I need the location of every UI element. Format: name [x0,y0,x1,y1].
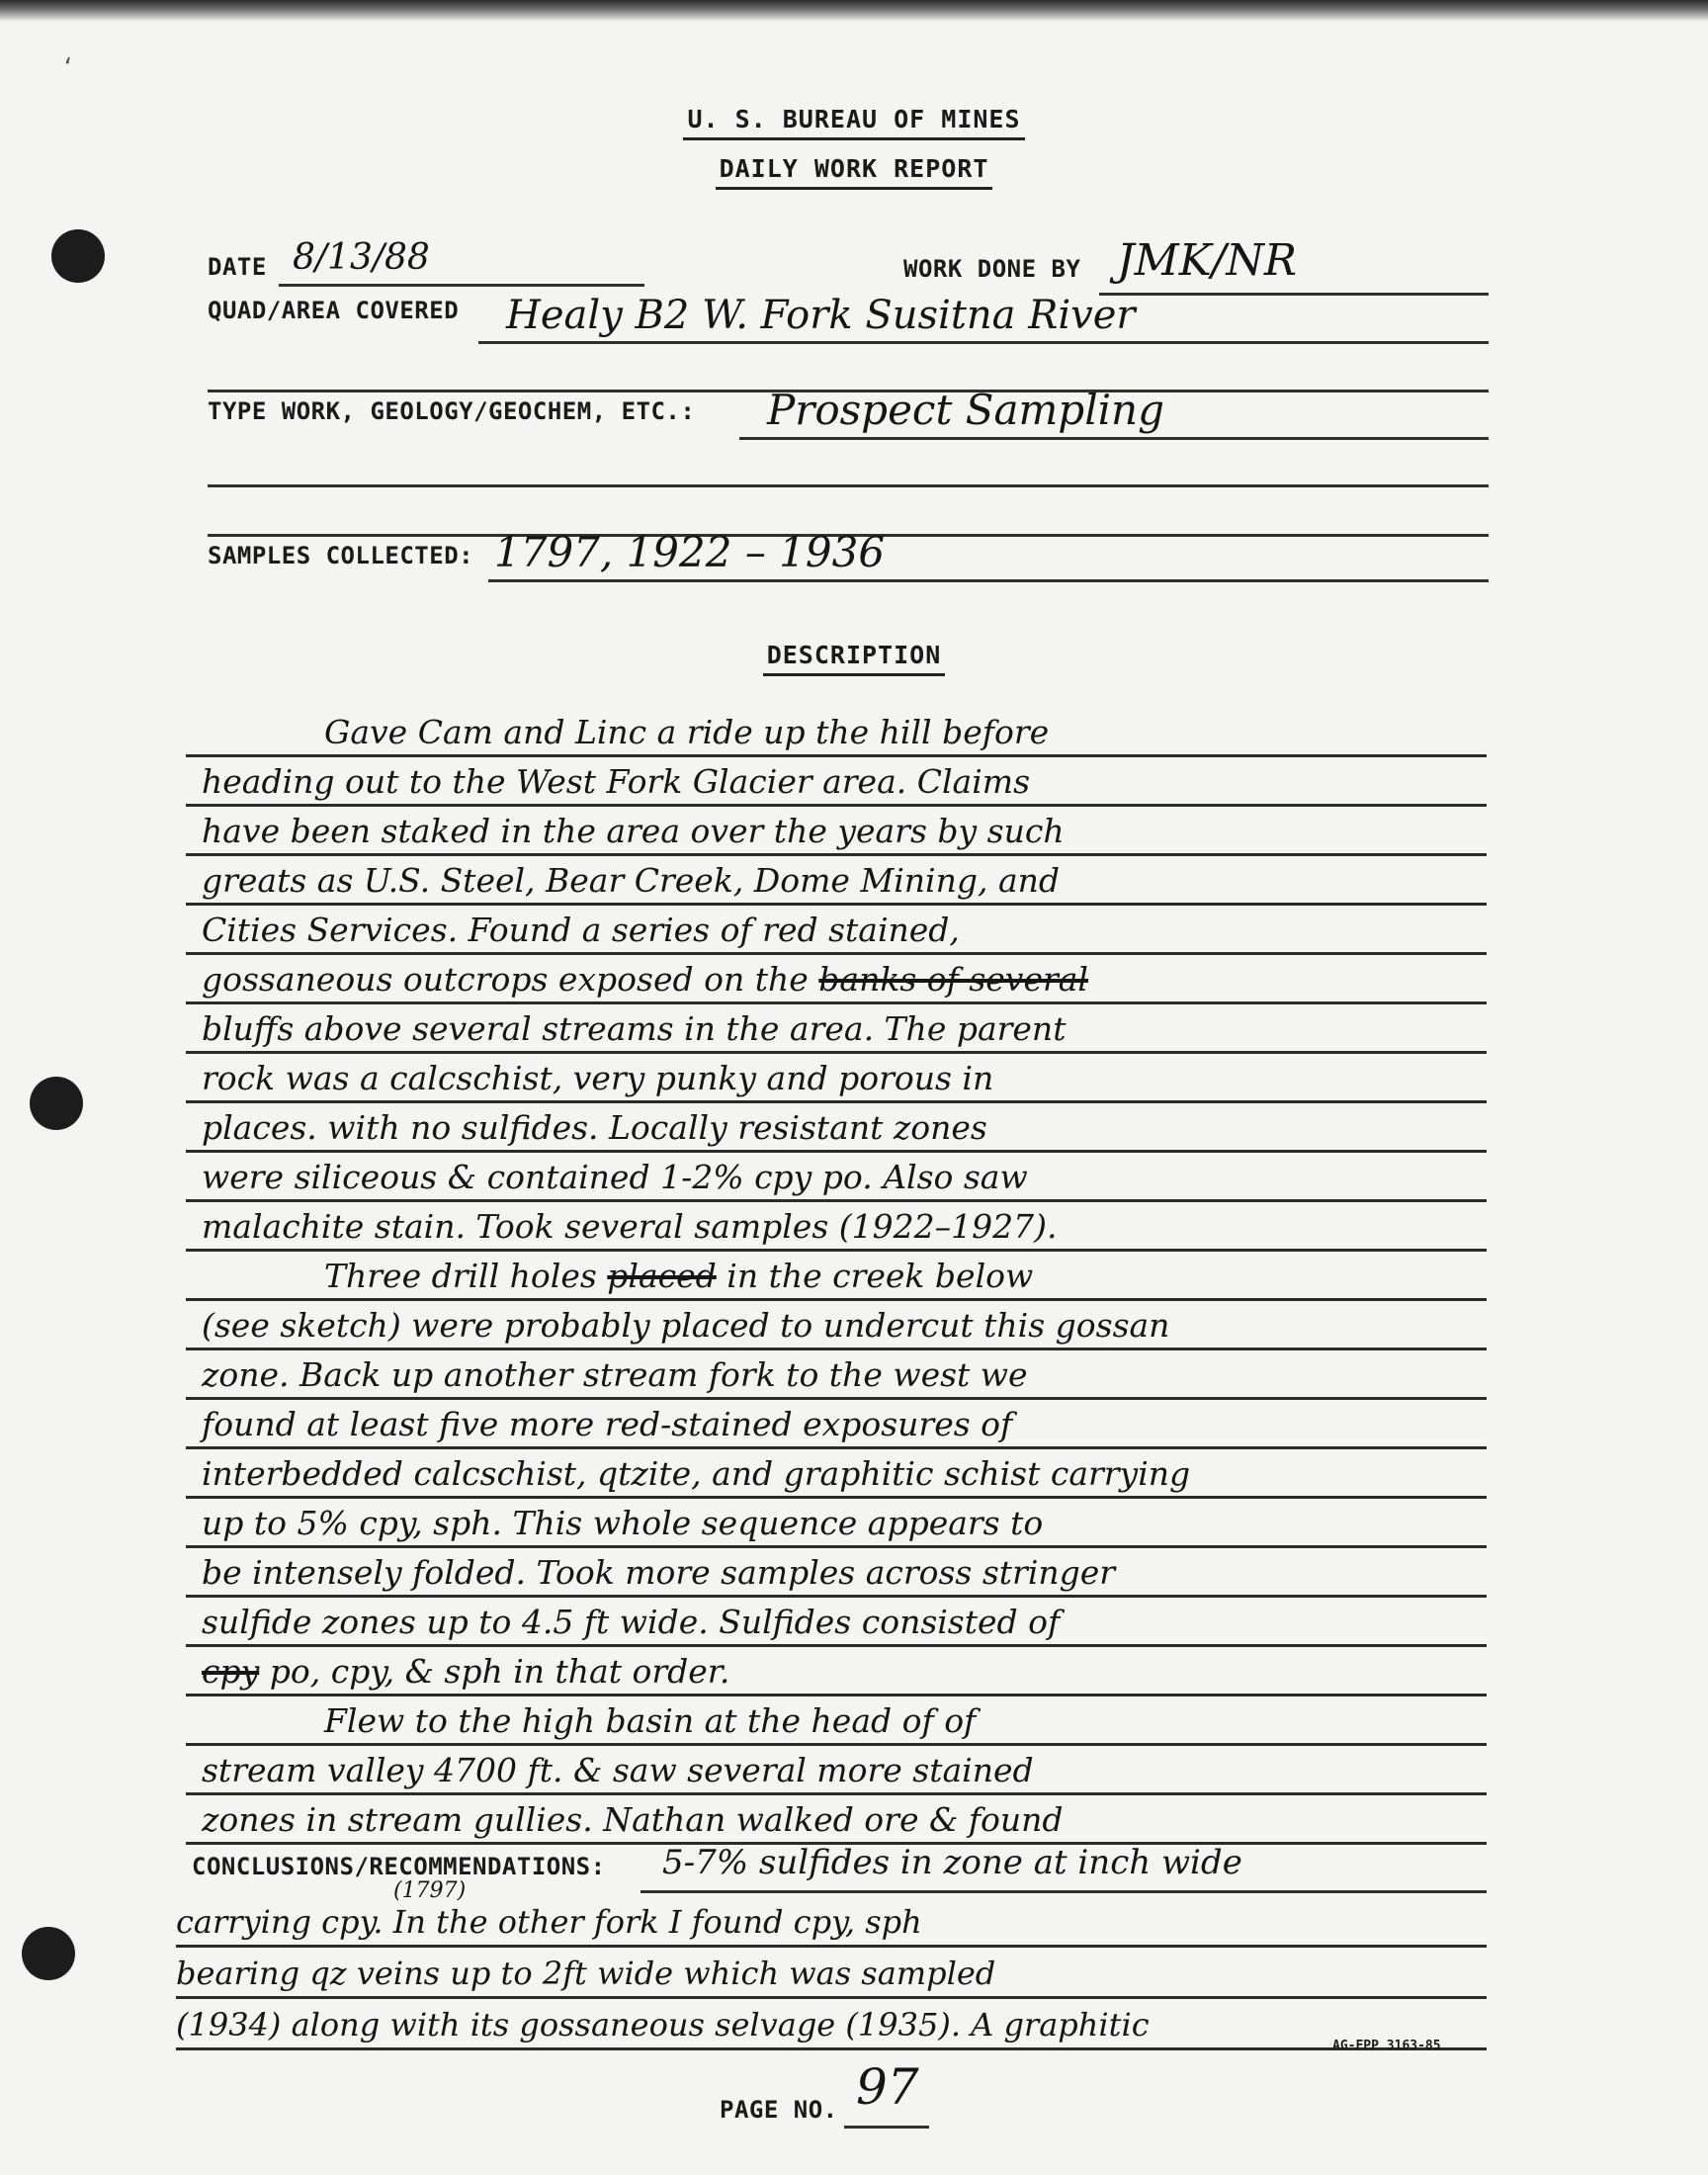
conclusions-line: bearing qz veins up to 2ft wide which was sampled [176,1948,1487,1999]
description-line: up to 5% cpy, sph. This whole sequence appears to [186,1499,1487,1548]
punch-hole-middle [30,1077,83,1130]
work-done-by-rule [1099,293,1489,296]
type-work-rule-2 [208,484,1489,487]
description-line: greats as U.S. Steel, Bear Creek, Dome Mining, and [186,856,1487,906]
samples-value: 1797, 1922 – 1936 [494,528,886,576]
description-heading: DESCRIPTION [0,641,1708,669]
description-line: stream valley 4700 ft. & saw several more stained [186,1746,1487,1795]
description-line: Three drill holes placed in the creek below [186,1252,1487,1301]
description-body [186,708,1487,1845]
conclusions-rule [640,1890,1487,1893]
description-line: gossaneous outcrops exposed on the banks of several [186,955,1487,1004]
description-line: have been staked in the area over the years by such [186,807,1487,856]
agency-heading: U. S. BUREAU OF MINES [0,105,1708,133]
description-line: cpy po, cpy, & sph in that order. [186,1647,1487,1696]
description-line: interbedded calcschist, qtzite, and graphitic schist carrying [186,1449,1487,1499]
punch-hole-bottom [22,1927,75,1980]
punch-hole-top [51,229,105,283]
struck-text: banks of several [818,960,1088,999]
conclusions-line: (1934) along with its gossaneous selvage (1935). A graphitic [176,1999,1487,2050]
conclusions-first-line: 5-7% sulfides in zone at inch wide [662,1843,1242,1882]
conclusions-label: CONCLUSIONS/RECOMMENDATIONS: [192,1853,606,1880]
description-line: (see sketch) were probably placed to undercut this gossan [186,1301,1487,1350]
date-value: 8/13/88 [293,237,430,278]
conclusions-line: carrying cpy. In the other fork I found cpy, sph [176,1896,1487,1948]
description-line: rock was a calcschist, very punky and porous in [186,1054,1487,1103]
type-work-label: TYPE WORK, GEOLOGY/GEOCHEM, ETC.: [208,397,696,425]
description-line: be intensely folded. Took more samples across stringer [186,1548,1487,1598]
page-number-label: PAGE NO. [720,2096,838,2124]
description-line: places. with no sulfides. Locally resistant zones [186,1103,1487,1153]
description-line: Gave Cam and Linc a ride up the hill before [186,708,1487,757]
struck-text: cpy [202,1652,260,1691]
type-work-value: Prospect Sampling [767,386,1164,434]
description-line: malachite stain. Took several samples (1922–1927). [186,1202,1487,1252]
report-title: DAILY WORK REPORT [0,154,1708,183]
quad-label: QUAD/AREA COVERED [208,297,460,324]
description-line: zones in stream gullies. Nathan walked ore & found [186,1795,1487,1845]
form-code: AG-FPP 3163-85 [1332,2039,1441,2053]
samples-label: SAMPLES COLLECTED: [208,542,474,569]
type-work-rule [739,437,1489,440]
description-line: were siliceous & contained 1-2% cpy po. Also saw [186,1153,1487,1202]
work-done-by-label: WORK DONE BY [903,255,1081,283]
description-line: found at least five more red-stained exposures of [186,1400,1487,1449]
samples-rule [488,579,1489,582]
description-line: Cities Services. Found a series of red stained, [186,906,1487,955]
date-label: DATE [208,253,267,281]
description-line: sulfide zones up to 4.5 ft wide. Sulfides consisted of [186,1598,1487,1647]
description-line: Flew to the high basin at the head of of [186,1696,1487,1746]
conclusions-body [176,1896,1487,2050]
work-done-by-value: JMK/NR [1117,235,1298,286]
scan-mark: ‘ [61,55,75,80]
date-rule [279,284,644,287]
description-line: zone. Back up another stream fork to the west we [186,1350,1487,1400]
struck-text: placed [607,1257,717,1295]
sample-annotation: (1797) [393,1878,467,1903]
page-number-value: 97 [856,2058,919,2116]
description-line: heading out to the West Fork Glacier area. Claims [186,757,1487,807]
description-line: bluffs above several streams in the area. The parent [186,1004,1487,1054]
scan-edge [0,0,1708,22]
quad-rule [478,341,1489,344]
page-number-rule [844,2126,929,2129]
quad-value: Healy B2 W. Fork Susitna River [506,293,1136,338]
